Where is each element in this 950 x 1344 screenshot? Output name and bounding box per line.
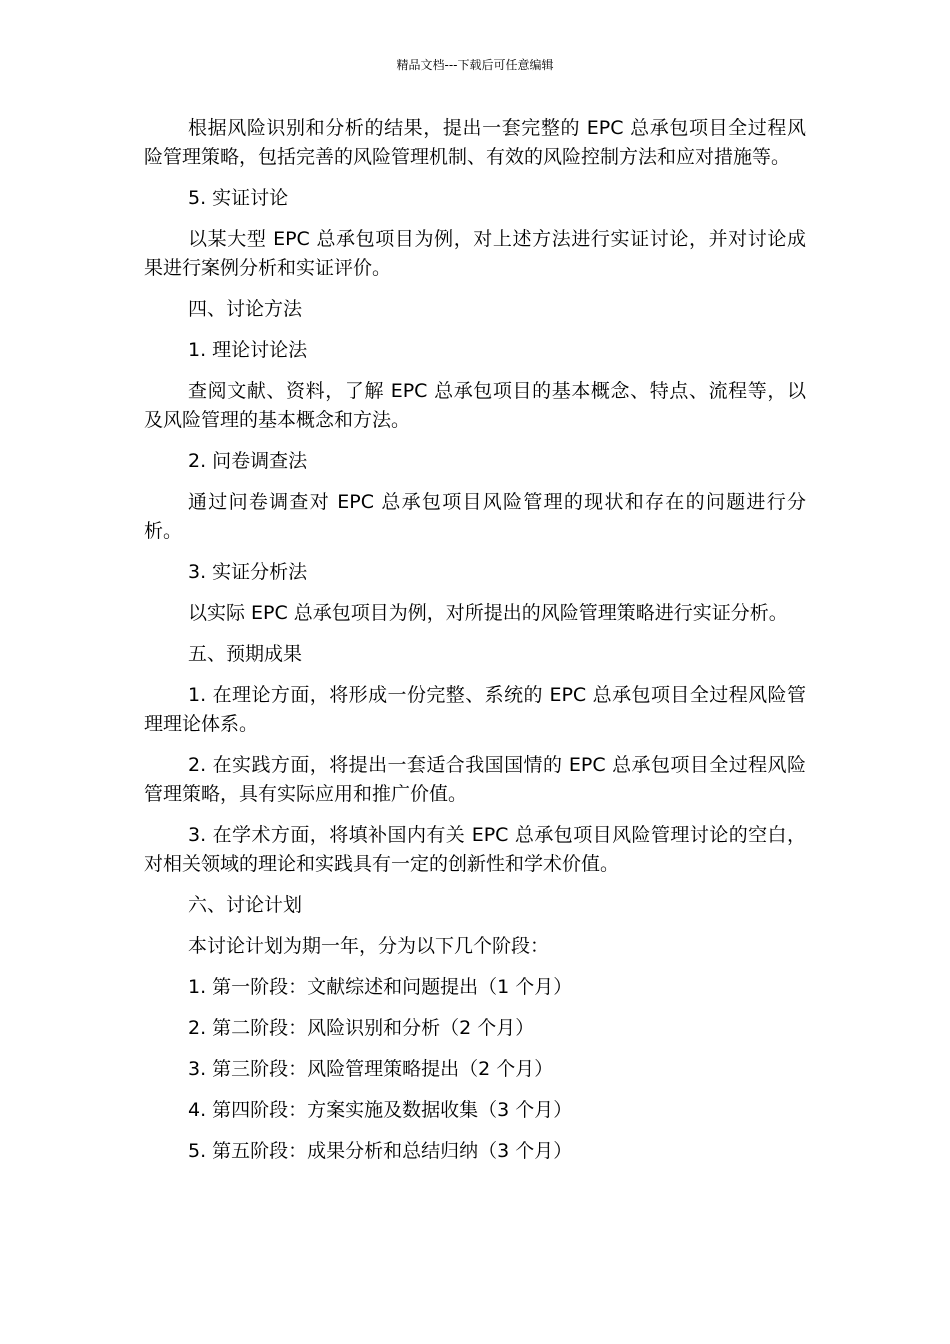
list-item-result-practice: 2. 在实践方面，将提出一套适合我国国情的 EPC 总承包项目全过程风险管理策略，具有实际应用和推广价值。	[144, 754, 806, 805]
section-heading-methods: 四、讨论方法	[188, 298, 303, 320]
list-item-stage-1: 1. 第一阶段：文献综述和问题提出（1 个月）	[188, 976, 573, 998]
document-body	[144, 114, 806, 1178]
heading-theory-method: 1. 理论讨论法	[188, 339, 308, 361]
heading-empirical-method: 3. 实证分析法	[188, 561, 308, 583]
paragraph-plan-intro: 本讨论计划为期一年，分为以下几个阶段：	[188, 935, 550, 957]
list-item-result-academic: 3. 在学术方面，将填补国内有关 EPC 总承包项目风险管理讨论的空白，对相关领域的理论和实践具有一定的创新性和学术价值。	[144, 824, 806, 875]
paragraph-survey-method: 通过问卷调查对 EPC 总承包项目风险管理的现状和存在的问题进行分析。	[144, 491, 806, 542]
list-item-stage-5: 5. 第五阶段：成果分析和总结归纳（3 个月）	[188, 1140, 573, 1162]
paragraph-strategy-summary: 根据风险识别和分析的结果，提出一套完整的 EPC 总承包项目全过程风险管理策略，包括完善的风险管理机制、有效的风险控制方法和应对措施等。	[144, 117, 806, 168]
heading-empirical-discussion: 5. 实证讨论	[188, 187, 289, 209]
list-item-result-theory: 1. 在理论方面，将形成一份完整、系统的 EPC 总承包项目全过程风险管理理论体系。	[144, 684, 806, 735]
heading-survey-method: 2. 问卷调查法	[188, 450, 308, 472]
list-item-stage-2: 2. 第二阶段：风险识别和分析（2 个月）	[188, 1017, 535, 1039]
page-header: 精品文档---下载后可任意编辑	[396, 58, 554, 72]
section-heading-plan: 六、讨论计划	[188, 894, 303, 916]
paragraph-empirical-method: 以实际 EPC 总承包项目为例，对所提出的风险管理策略进行实证分析。	[188, 602, 788, 624]
paragraph-theory-method: 查阅文献、资料，了解 EPC 总承包项目的基本概念、特点、流程等，以及风险管理的基本概念和方法。	[144, 380, 806, 431]
list-item-stage-4: 4. 第四阶段：方案实施及数据收集（3 个月）	[188, 1099, 573, 1121]
paragraph-empirical-discussion: 以某大型 EPC 总承包项目为例，对上述方法进行实证讨论，并对讨论成果进行案例分析和实证评价。	[144, 228, 806, 279]
list-item-stage-3: 3. 第三阶段：风险管理策略提出（2 个月）	[188, 1058, 554, 1080]
section-heading-expected-results: 五、预期成果	[188, 643, 303, 665]
